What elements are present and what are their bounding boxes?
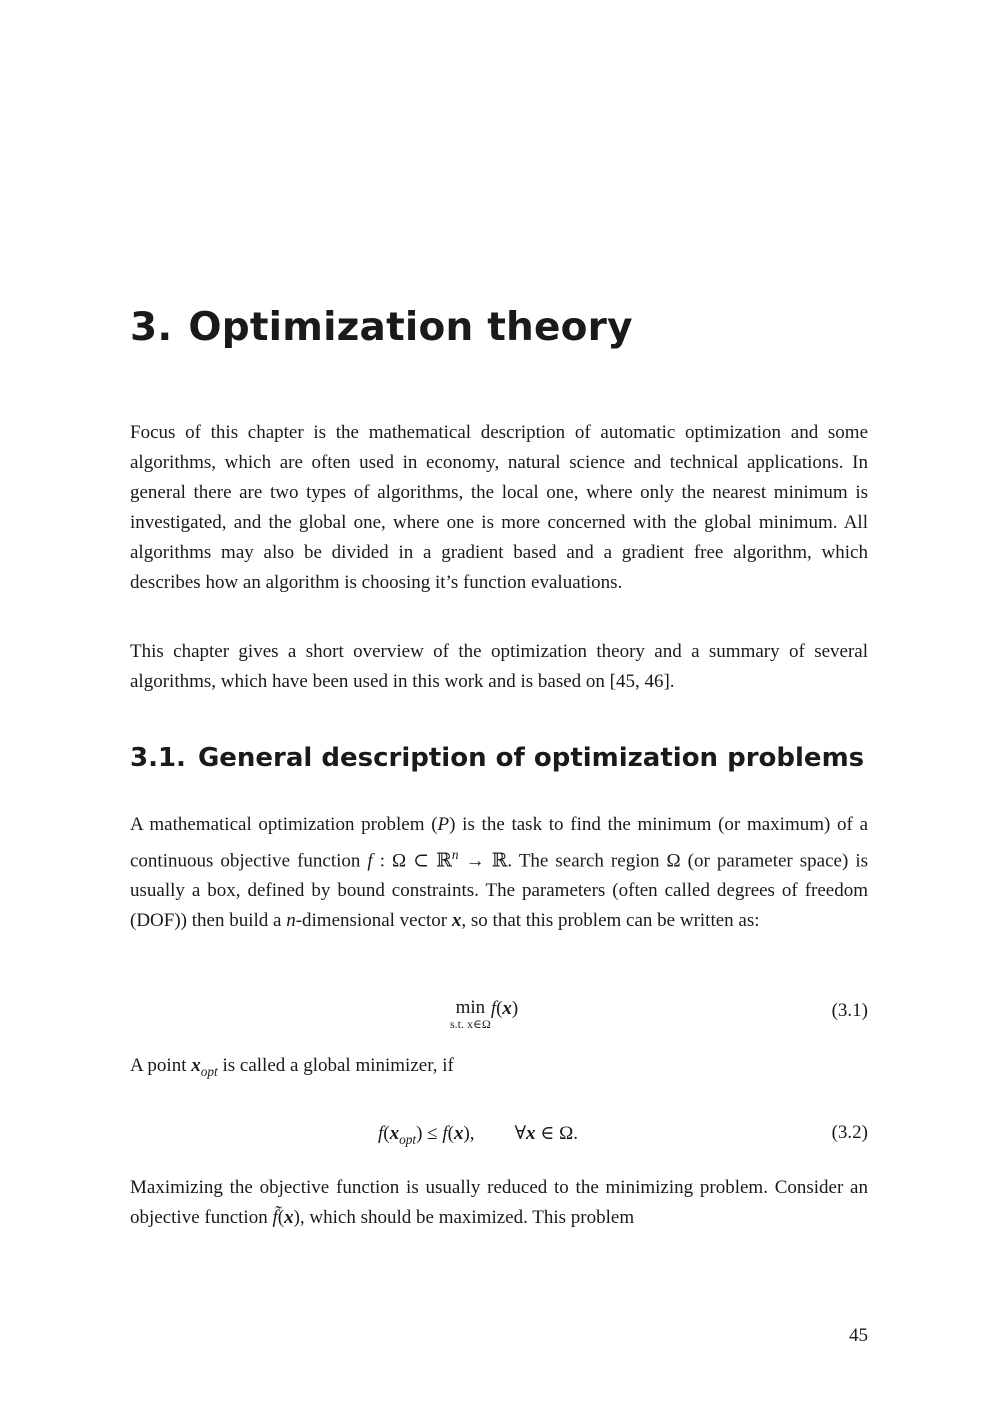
text-run: → ℝ. The search region Ω (or parameter space) is usually a box, defined by bound constraints. The parameters (often called degrees of freedom (DOF)) then build a bbox=[130, 850, 868, 932]
section-title-text: General description of optimization problems bbox=[197, 743, 865, 773]
math-superscript-n: n bbox=[451, 847, 459, 862]
section-paragraph-maximizing bbox=[130, 1173, 868, 1233]
equation-number: (3.1) bbox=[831, 1000, 868, 1021]
text-run: ), which should be maximized. This problem bbox=[293, 1207, 635, 1228]
math-vector-x: x bbox=[451, 910, 462, 932]
paren-open: ( bbox=[277, 1207, 285, 1228]
math-vector-x: x bbox=[526, 1123, 536, 1144]
paren-close: ) bbox=[511, 998, 519, 1019]
intro-paragraph-1: Focus of this chapter is the mathematical description of automatic optimization and some algorithms, which are often used in economy, natural science and technical applications. In general there are two types of algorithms, the local one, where only the nearest minimum is investigated, and the global one, where one is more concerned with the global minimum. All algorithms may also be divided in a gradient based and a gradient free algorithm, which describes how an algorithm is choosing it’s function evaluations. bbox=[130, 422, 868, 593]
paren-open: ( bbox=[383, 1123, 390, 1144]
intro-paragraph-2: This chapter gives a short overview of the optimization theory and a summary of several algorithms, which have been used in this work and is based on [45, 46]. bbox=[130, 641, 868, 692]
text-run: ) ≤ bbox=[416, 1123, 443, 1144]
text-run: is called a global minimizer, if bbox=[217, 1055, 454, 1076]
min-underscript: s.t. x∈Ω bbox=[450, 1017, 491, 1031]
page-number: 45 bbox=[849, 1325, 868, 1346]
math-symbol-n: n bbox=[286, 910, 296, 932]
math-symbol-P: P bbox=[437, 814, 450, 835]
min-operator bbox=[450, 998, 491, 1030]
chapter-title bbox=[130, 305, 633, 352]
section-paragraph-minimizer bbox=[130, 1051, 868, 1087]
chapter-number: 3. bbox=[130, 305, 173, 350]
math-symbol-f-tilde: f̃ bbox=[272, 1207, 278, 1228]
math-subscript-opt: opt bbox=[399, 1131, 417, 1147]
forall-symbol: ∀ bbox=[514, 1123, 527, 1144]
chapter-title-text: Optimization theory bbox=[188, 305, 633, 350]
text-run: A point bbox=[130, 1055, 192, 1076]
paren-close: ), bbox=[463, 1123, 475, 1144]
math-vector-x: x bbox=[389, 1123, 400, 1144]
text-run: Maximizing the objective function is usually reduced to the minimizing problem. Consider an objective function bbox=[130, 1177, 868, 1228]
math-symbol-f: f bbox=[490, 998, 497, 1019]
text-run: A mathematical optimization problem ( bbox=[130, 814, 438, 835]
section-number: 3.1. bbox=[130, 743, 186, 773]
equation-3-2 bbox=[130, 1120, 868, 1160]
equation-3-2-body bbox=[378, 1122, 578, 1148]
section-title bbox=[130, 743, 864, 774]
math-vector-x: x bbox=[191, 1055, 201, 1076]
math-symbol-f: f bbox=[378, 1123, 384, 1144]
text-run: ∈ Ω. bbox=[535, 1123, 578, 1144]
equation-number: (3.2) bbox=[831, 1122, 868, 1143]
equation-3-1-body bbox=[450, 998, 518, 1030]
equation-3-1 bbox=[130, 998, 868, 1038]
text-run: ) is the task to find the minimum (or maximum) of a continuous objective function bbox=[130, 814, 868, 872]
paren-open: ( bbox=[496, 998, 503, 1019]
min-operator-text: min bbox=[455, 997, 486, 1018]
text-run: , so that this problem can be written as: bbox=[461, 910, 760, 932]
math-subscript-opt: opt bbox=[200, 1063, 218, 1079]
section-paragraph-problem bbox=[130, 810, 868, 936]
paren-open: ( bbox=[447, 1123, 454, 1144]
text-run: : Ω ⊂ ℝ bbox=[372, 850, 452, 872]
text-run: -dimensional vector bbox=[295, 910, 452, 932]
math-vector-x: x bbox=[453, 1123, 464, 1144]
math-symbol-f: f bbox=[367, 850, 373, 872]
math-vector-x: x bbox=[502, 998, 512, 1019]
math-symbol-f: f bbox=[442, 1123, 448, 1144]
math-vector-x: x bbox=[284, 1207, 294, 1228]
